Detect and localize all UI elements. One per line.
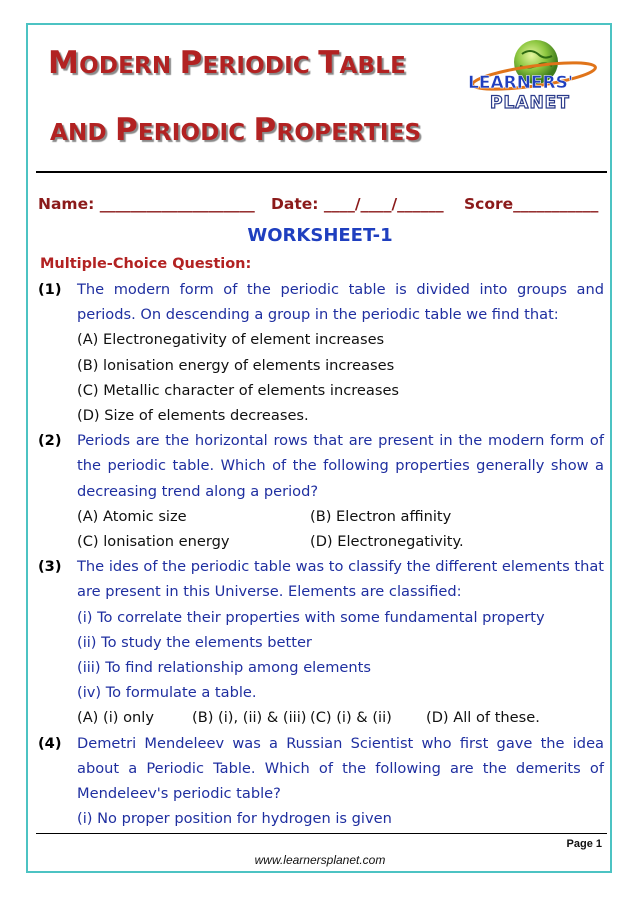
question-text: Periods are the horizontal rows that are present in the modern form of the periodic table. Which of the following properties generally show a decreasing trend along a period? [77,432,604,500]
name-field: Name: ____________________ [38,195,255,213]
question-text: The modern form of the periodic table is divided into groups and periods. On descending a group in the periodic table we find that: [77,281,604,324]
option: (C) lonisation energy [77,533,230,551]
option: (A) (i) only [77,709,154,727]
option: (D) All of these. [426,709,540,727]
sub-item: (iii) To find relationship among elements [77,659,371,677]
svg-text:PLANET: PLANET [490,93,570,113]
question-2 [38,428,604,554]
learners-planet-logo [462,36,602,116]
option: (B) (i), (ii) & (iii) [192,709,307,727]
question-1 [38,277,604,428]
option: (A) Atomic size [77,507,187,525]
title-line-1: MODERN PERIODIC TABLE [48,45,407,81]
sub-item: (iv) To formulate a table. [77,684,257,702]
option: (C) Metallic character of elements increases [77,381,400,399]
questions-list [38,277,604,831]
option: (A) Electronegativity of element increases [77,331,385,349]
page-number: Page 1 [566,838,602,850]
score-field: Score___________ [464,195,599,213]
title-line-2: AND PERIODIC PROPERTIES [50,112,422,148]
option-row [77,705,604,730]
question-4 [38,731,604,832]
option: (D) Electronegativity. [310,533,464,551]
option-row [77,529,604,554]
section-label: Multiple-Choice Question: [40,256,252,272]
sub-item: (i) To correlate their properties with some fundamental property [77,608,545,626]
footer-divider [36,833,607,834]
question-number: (4) [38,734,62,752]
option: (C) (i) & (ii) [310,709,392,727]
option-row [77,504,604,529]
option: (D) Size of elements decreases. [77,407,309,425]
question-text: The ides of the periodic table was to classify the different elements that are present in this Universe. Elements are classified: [77,558,604,601]
date-field: Date: ____/____/______ [271,195,444,213]
worksheet-title: WORKSHEET-1 [247,225,393,246]
question-3 [38,554,604,730]
question-number: (2) [38,432,62,450]
question-number: (1) [38,281,62,298]
svg-text:LEARNERS': LEARNERS' [468,73,574,93]
website-link[interactable]: www.learnersplanet.com [254,853,386,867]
question-text: Demetri Mendeleev was a Russian Scientist who first gave the idea about a Periodic Table. Which of the following are the demerits of Mendeleev's periodic table? [77,734,604,803]
sub-item: (ii) To study the elements better [77,633,312,651]
question-number: (3) [38,558,62,576]
header-divider [36,171,607,173]
option: (B) lonisation energy of elements increases [77,356,395,374]
option: (B) Electron affinity [310,507,452,525]
sub-item: (i) No proper position for hydrogen is given [77,810,392,828]
